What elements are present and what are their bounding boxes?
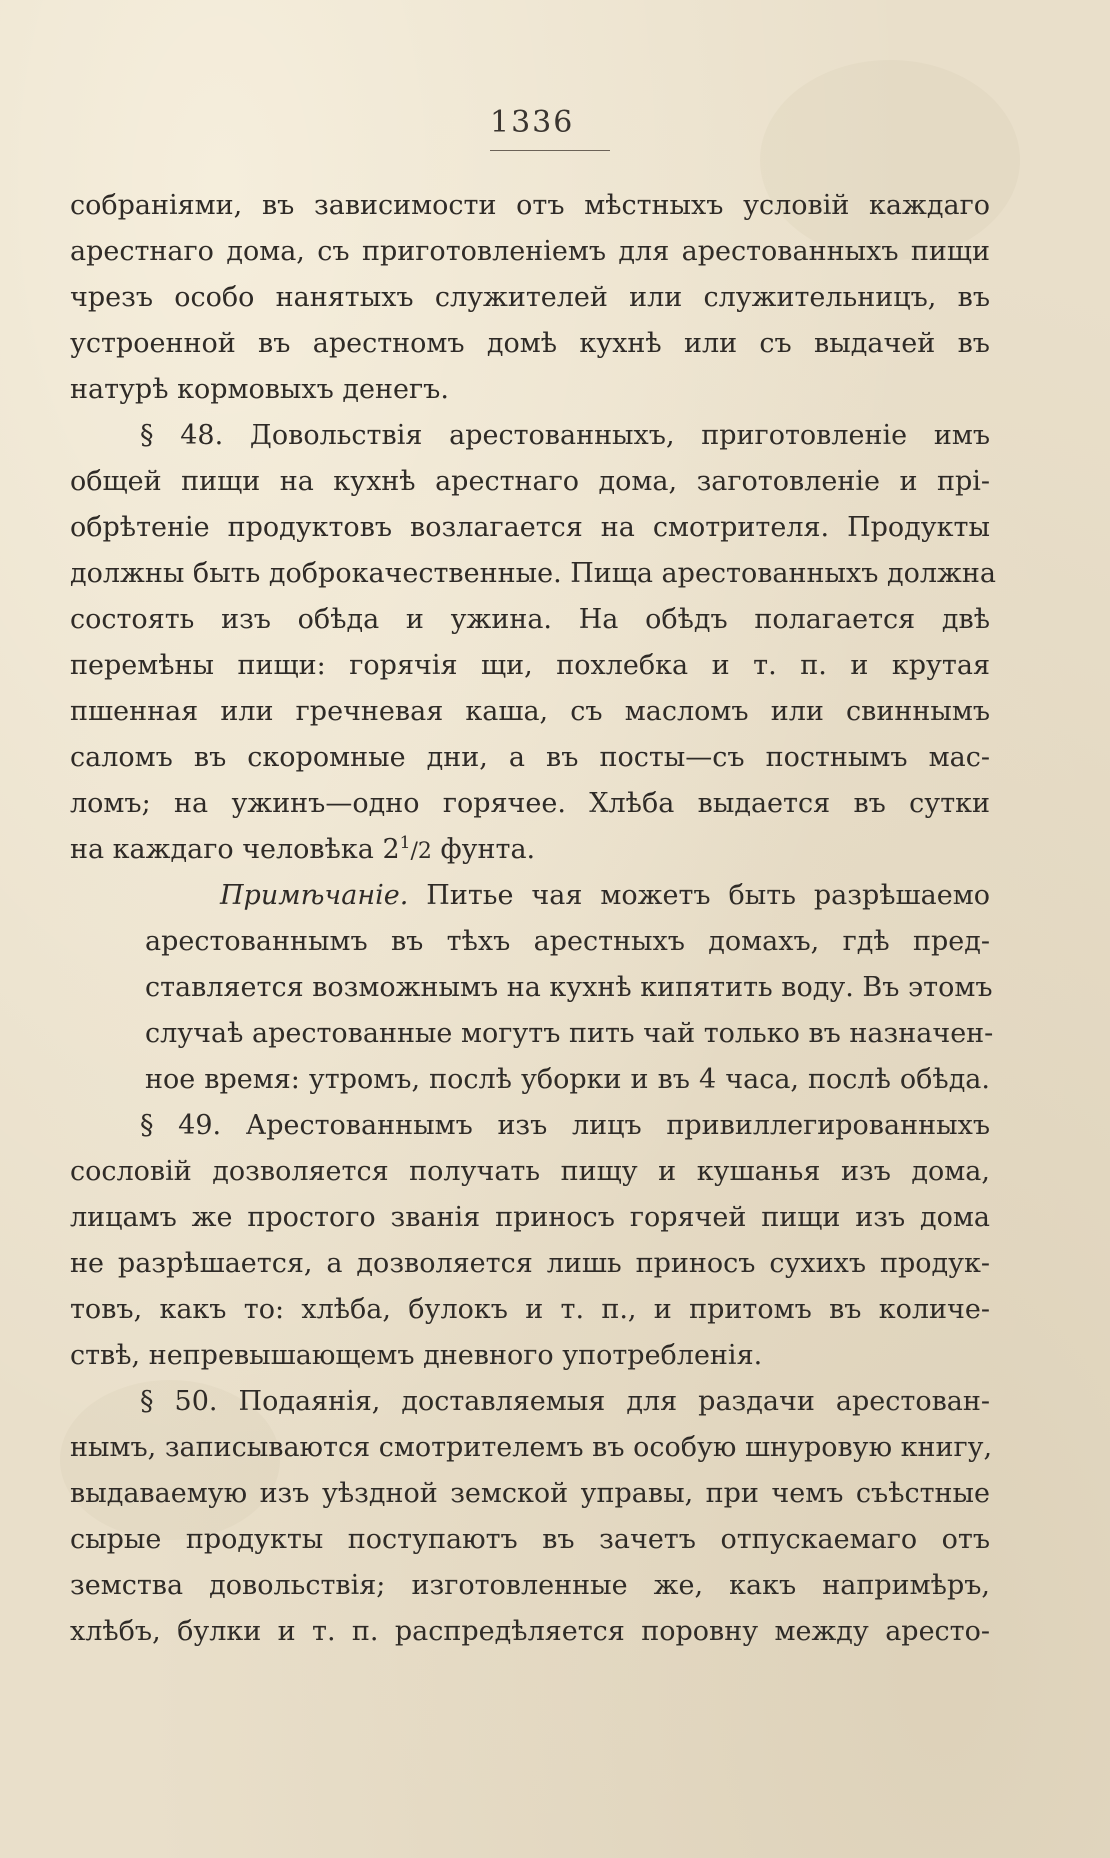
note-line: ставляется возможнымъ на кухнѣ кипятить воду. Въ этомъ <box>145 972 993 1003</box>
text-line: сословій дозволяется получать пищу и кушанья изъ дома, <box>70 1156 990 1187</box>
text-line: обрѣтеніе продуктовъ возлагается на смотрителя. Продукты <box>70 512 990 543</box>
text-line: собраніями, въ зависимости отъ мѣстныхъ условій каждаго <box>70 190 990 221</box>
text-line: выдаваемую изъ уѣздной земской управы, при чемъ съѣстные <box>70 1478 990 1509</box>
page-number-rule <box>490 150 610 151</box>
fraction-prefix: на каждаго человѣка 2 <box>70 834 400 865</box>
note-line: ное время: утромъ, послѣ уборки и въ 4 часа, послѣ обѣда. <box>145 1064 990 1095</box>
text-line: сырые продукты поступаютъ въ зачетъ отпускаемаго отъ <box>70 1524 990 1555</box>
fraction-numerator: 1 <box>399 833 411 853</box>
text-line: общей пищи на кухнѣ арестнаго дома, заготовленіе и прі- <box>70 466 990 497</box>
text-line: чрезъ особо нанятыхъ служителей или служительницъ, въ <box>70 282 990 313</box>
text-line: пшенная или гречневая каша, съ масломъ или свиннымъ <box>70 696 990 727</box>
text-line: арестнаго дома, съ приготовленіемъ для арестованныхъ пищи <box>70 236 990 267</box>
note-line: случаѣ арестованные могутъ пить чай только въ назначен- <box>145 1018 994 1049</box>
note-label: Примѣчаніе. <box>220 880 409 911</box>
text-line: устроенной въ арестномъ домѣ кухнѣ или съ выдачей въ <box>70 328 990 359</box>
section-48-first-line: § 48. Довольствія арестованныхъ, приготовленіе имъ <box>140 420 990 451</box>
text-line: товъ, какъ то: хлѣба, булокъ и т. п., и притомъ въ количе- <box>70 1294 990 1325</box>
note-line: арестованнымъ въ тѣхъ арестныхъ домахъ, гдѣ пред- <box>145 926 990 957</box>
body-text <box>70 183 996 1655</box>
text-line: нымъ, записываются смотрителемъ въ особую шнуровую книгу, <box>70 1432 993 1463</box>
section-50-first-line: § 50. Подаянія, доставляемыя для раздачи арестован- <box>140 1386 990 1417</box>
text-line-fraction <box>70 827 990 873</box>
page-number: 1336 <box>490 105 575 140</box>
note-first-line <box>70 873 990 919</box>
text-line: ствѣ, непревышающемъ дневного употребленія. <box>70 1340 763 1371</box>
text-line: не разрѣшается, а дозволяется лишь приносъ сухихъ продук- <box>70 1248 990 1279</box>
text-line: состоять изъ обѣда и ужина. На обѣдъ полагается двѣ <box>70 604 990 635</box>
text-line: натурѣ кормовыхъ денегъ. <box>70 374 449 405</box>
section-49-first-line: § 49. Арестованнымъ изъ лицъ привиллегированныхъ <box>140 1110 990 1141</box>
fraction-suffix: фунта. <box>431 834 536 865</box>
fraction-denominator: /2 <box>410 839 432 864</box>
note-first-text: Питье чая можетъ быть разрѣшаемо <box>408 880 990 911</box>
text-line: саломъ въ скоромные дни, а въ посты—съ постнымъ мас- <box>70 742 990 773</box>
text-line: должны быть доброкачественные. Пища арестованныхъ должна <box>70 558 996 589</box>
text-line: земства довольствія; изготовленные же, какъ напримѣръ, <box>70 1570 990 1601</box>
text-line: ломъ; на ужинъ—одно горячее. Хлѣба выдается въ сутки <box>70 788 990 819</box>
text-line: лицамъ же простого званія приносъ горячей пищи изъ дома <box>70 1202 990 1233</box>
text-line: хлѣбъ, булки и т. п. распредѣляется поровну между аресто- <box>70 1616 990 1647</box>
text-line: перемѣны пищи: горячія щи, похлебка и т. п. и крутая <box>70 650 990 681</box>
